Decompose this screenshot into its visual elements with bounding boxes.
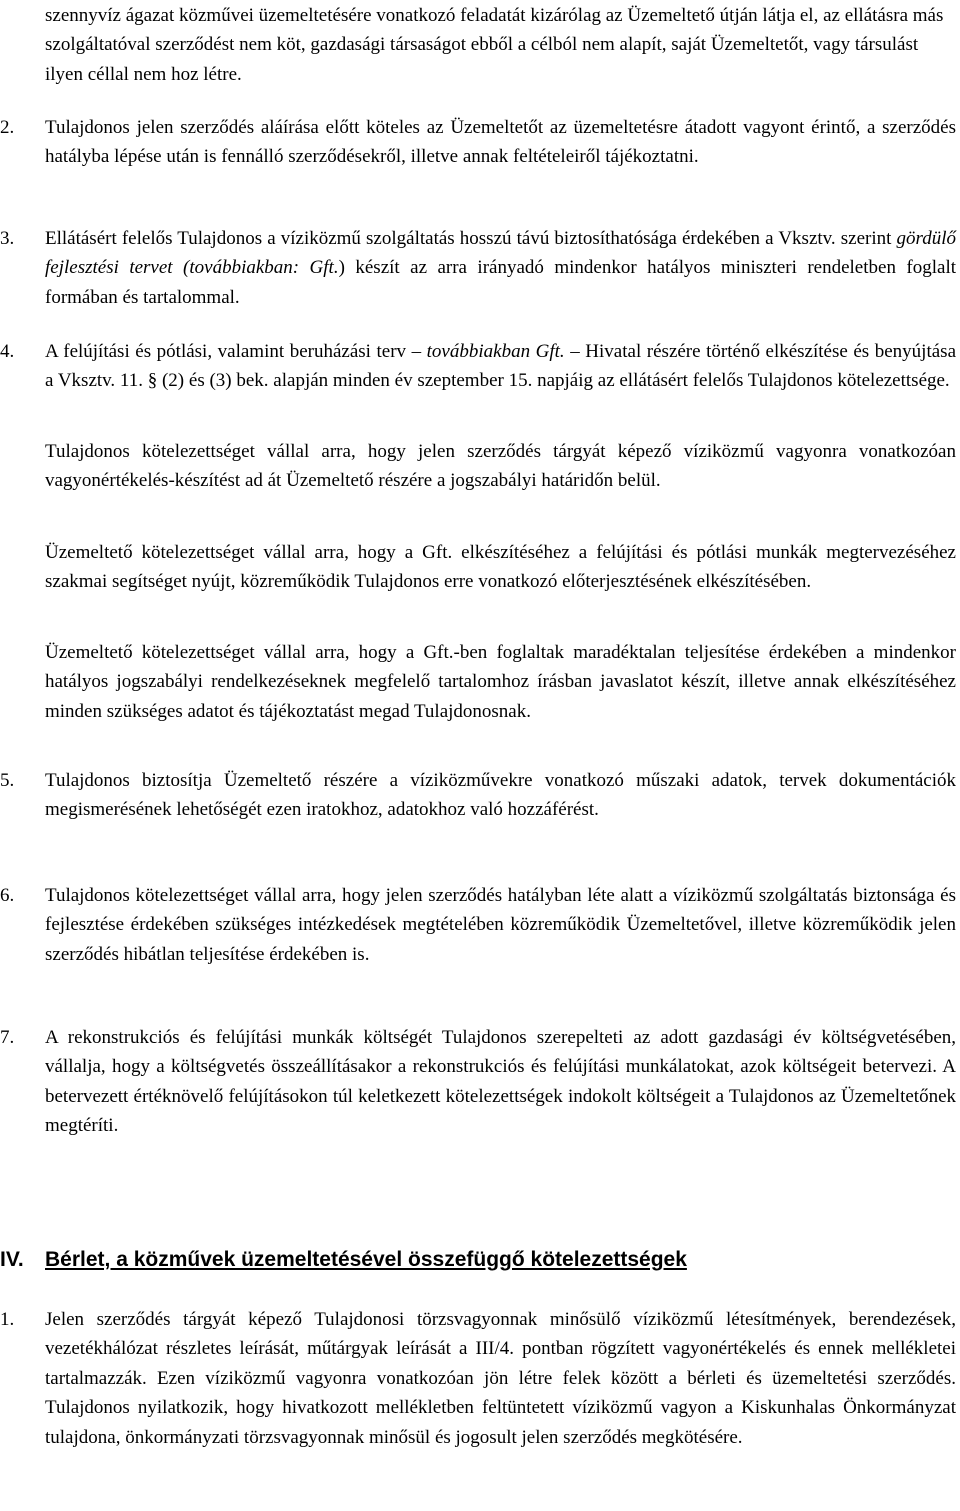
- item-text: [45, 224, 956, 312]
- list-item-4: [0, 337, 956, 396]
- item-text: Tulajdonos biztosítja Üzemeltető részére a víziközművekre vonatkozó műszaki adatok, tervek dokumentációk megismerésének lehetőségét ezen iratokhoz, adatokhoz való hozzáférést.: [45, 770, 956, 821]
- item-number: 7.: [0, 1027, 15, 1048]
- intro-paragraph: szennyvíz ágazat közművei üzemeltetésére vonatkozó feladatát kizárólag az Üzemeltető útján látja el, az ellátásra más szolgáltatóval szerződést nem köt, gazdasági társaságot ebből a célból nem alapít, saját Üzemeltetőt, vagy társulást ilyen céllal nem hoz létre.: [45, 5, 944, 85]
- item-number: 4.: [0, 341, 15, 362]
- list-item-7: [0, 1023, 956, 1141]
- list-item-5: [0, 766, 956, 825]
- section-number: IV.: [0, 1248, 24, 1271]
- item-text-part: – Hivatal részére történő elkészítése és benyújtása a Vksztv. 11. § (2) és (3) bek. alapján minden év szeptember 15. napjáig az ellátásért felelős Tulajdonos kötelezettsége.: [45, 341, 956, 392]
- list-item-3: [0, 224, 956, 312]
- paragraph-vagyonertekeles: Tulajdonos kötelezettséget vállal arra, hogy jelen szerződés tárgyát képező víziközmű vagyonra vonatkozóan vagyonértékelés-készítést ad át Üzemeltető részére a jogszabályi határidőn belül.: [45, 441, 956, 492]
- item-text: Jelen szerződés tárgyát képező Tulajdonosi törzsvagyonnak minősülő víziközmű létesítmények, berendezések, vezetékhálózat részletes leírását, műtárgyak leírását a III/4. pontban rögzített vagyonértékelés és ennek mellékletei tartalmazzák. Ezen víziközmű vagyonra vonatkozóan jön létre felek között a bérleti és üzemeltetési szerződés. Tulajdonos nyilatkozik, hogy hivatkozott mellékletben feltüntetett víziközmű vagyon a Kiskunhalas Önkormányzat tulajdona, önkormányzati törzsvagyonnak minősül és jogosult jelen szerződés megkötésére.: [45, 1309, 956, 1448]
- item-text-part: ) készít az arra irányadó mindenkor hatályos miniszteri rendeletben foglalt formában és tartalommal.: [45, 257, 956, 308]
- list-item-2: [0, 113, 956, 172]
- section-title: Bérlet, a közművek üzemeltetésével összefüggő kötelezettségek: [45, 1248, 687, 1271]
- item-text: A rekonstrukciós és felújítási munkák költségét Tulajdonos szerepelteti az adott gazdasági év költségvetésében, vállalja, hogy a költségvetés összeállításakor a rekonstrukciós és felújítási munkálatokat, azok költségeit betervezi. A betervezett értéknövelő felújításokon túl keletkezett kötelezettségek indokolt költségeit a Tulajdonos az Üzemeltetőnek megtéríti.: [45, 1027, 956, 1137]
- item-number: 6.: [0, 885, 15, 906]
- paragraph-gft-teljesites: Üzemeltető kötelezettséget vállal arra, hogy a Gft.-ben foglaltak maradéktalan teljesítése érdekében a mindenkor hatályos jogszabályi rendelkezéseknek megfelelő tartalomhoz írásban javaslatot készít, illetve annak elkészítéséhez minden szükséges adatot és tájékoztatást megad Tulajdonosnak.: [45, 642, 956, 722]
- item-number: 1.: [0, 1309, 15, 1330]
- item-number: 2.: [0, 117, 15, 138]
- item-text-italic: gördülő fejlesztési tervet (továbbiakban: Gft.: [45, 228, 956, 279]
- item-text: Tulajdonos kötelezettséget vállal arra, hogy jelen szerződés hatályban léte alatt a víziközmű szolgáltatás biztonsága és fejlesztése érdekében szükséges intézkedések megtételében közreműködik Üzemeltetővel, illetve közreműködik jelen szerződés hibátlan teljesítése érdekében is.: [45, 885, 956, 965]
- paragraph-gft-tervezes: Üzemeltető kötelezettséget vállal arra, hogy a Gft. elkészítéséhez a felújítási és pótlási munkák megtervezéséhez szakmai segítséget nyújt, közreműködik Tulajdonos erre vonatkozó előterjesztésének elkészítésében.: [45, 542, 956, 593]
- item-text: Tulajdonos jelen szerződés aláírása előtt köteles az Üzemeltetőt az üzemeltetésre átadott vagyont érintő, a szerződés hatályba lépése után is fennálló szerződésekről, illetve annak feltételeiről tájékoztatni.: [45, 117, 956, 168]
- item-text-italic: továbbiakban Gft.: [426, 341, 565, 362]
- list-item-6: [0, 881, 956, 969]
- item-number: 3.: [0, 228, 15, 249]
- list-item-iv-1: [0, 1305, 956, 1452]
- item-text-part: A felújítási és pótlási, valamint beruházási terv –: [45, 341, 427, 362]
- item-text: [45, 337, 956, 396]
- item-number: 5.: [0, 770, 15, 791]
- item-text-part: Ellátásért felelős Tulajdonos a víziközmű szolgáltatás hosszú távú biztosíthatósága érdekében a Vksztv. szerint: [45, 228, 897, 249]
